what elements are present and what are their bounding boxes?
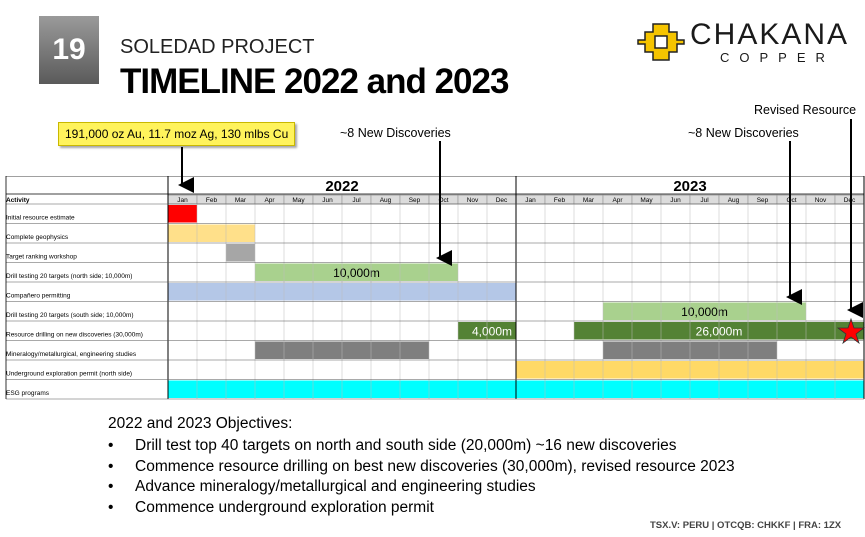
month-label: Nov bbox=[466, 197, 479, 204]
month-label: Dec bbox=[843, 197, 856, 204]
activity-label: Target ranking workshop bbox=[6, 253, 77, 261]
logo-subtitle: COPPER bbox=[720, 50, 835, 65]
bar-label: 4,000m bbox=[471, 324, 512, 339]
month-label: Mar bbox=[582, 197, 595, 204]
objective-item: • Advance mineralogy/metallurgical and engineering studies bbox=[108, 477, 735, 498]
month-label: Oct bbox=[438, 197, 449, 204]
month-label: Sep bbox=[408, 197, 421, 204]
month-label: Dec bbox=[495, 197, 508, 204]
month-label: Aug bbox=[727, 197, 740, 204]
activity-label: Underground exploration permit (north side) bbox=[6, 370, 133, 378]
activity-label: Complete geophysics bbox=[6, 234, 69, 241]
month-label: Jan bbox=[525, 197, 536, 204]
objective-item: • Commence underground exploration permit bbox=[108, 498, 735, 519]
month-label: Nov bbox=[814, 197, 827, 204]
month-label: Jun bbox=[670, 197, 681, 204]
year-label: 2022 bbox=[325, 178, 359, 195]
month-label: Aug bbox=[379, 197, 392, 204]
month-label: Apr bbox=[264, 197, 275, 204]
month-label: Jul bbox=[700, 197, 709, 204]
month-label: Jul bbox=[352, 197, 361, 204]
revised-resource-star-icon bbox=[838, 319, 864, 343]
activity-label: ESG programs bbox=[6, 390, 49, 397]
month-label: Apr bbox=[612, 197, 623, 204]
discoveries-2023-callout: ~8 New Discoveries bbox=[688, 126, 799, 140]
bar-label: 10,000m bbox=[333, 266, 380, 280]
month-label: Jun bbox=[322, 197, 333, 204]
month-label: May bbox=[640, 197, 653, 204]
activity-label: Initial resource estimate bbox=[6, 214, 75, 222]
month-label: Jan bbox=[177, 197, 188, 204]
month-label: Feb bbox=[553, 197, 566, 204]
objective-item: • Commence resource drilling on best new discoveries (30,000m), revised resource 2023 bbox=[108, 457, 735, 478]
resource-callout: 191,000 oz Au, 11.7 moz Ag, 130 mlbs Cu bbox=[58, 122, 295, 146]
bar-label: 26,000m bbox=[695, 324, 743, 339]
objective-item: • Drill test top 40 targets on north and south side (20,000m) ~16 new discoveries bbox=[108, 436, 735, 457]
month-label: Mar bbox=[234, 197, 247, 204]
activity-label: Drill testing 20 targets (south side; 10,000m) bbox=[6, 312, 134, 319]
activity-label: Drill testing 20 targets (north side; 10,000m) bbox=[6, 273, 133, 280]
project-name: SOLEDAD PROJECT bbox=[120, 36, 315, 58]
revised-resource-callout: Revised Resource bbox=[754, 103, 857, 117]
ticker-footer: TSX.V: PERU | OTCQB: CHKKF | FRA: 1ZX bbox=[650, 520, 842, 531]
activity-header: Activity bbox=[6, 197, 30, 204]
activity-label: Compañero permitting bbox=[6, 292, 71, 300]
year-label: 2023 bbox=[673, 178, 707, 195]
month-label: Oct bbox=[786, 197, 797, 204]
page-title: TIMELINE 2022 and 2023 bbox=[120, 62, 509, 101]
bar-label: 10,000m bbox=[681, 305, 728, 319]
discoveries-2022-callout: ~8 New Discoveries bbox=[340, 126, 451, 140]
activity-label: Mineralogy/metallurgical, engineering studies bbox=[6, 351, 137, 358]
objectives-heading: 2022 and 2023 Objectives: bbox=[108, 415, 293, 432]
logo-wordmark: CHAKANA bbox=[690, 18, 850, 51]
slide-number: 19 bbox=[39, 16, 99, 84]
objectives-section bbox=[108, 415, 735, 518]
month-label: Sep bbox=[756, 197, 769, 204]
month-label: May bbox=[292, 197, 305, 204]
objectives-list bbox=[108, 436, 735, 518]
month-label: Feb bbox=[205, 197, 218, 204]
activity-label: Resource drilling on new discoveries (30,000m) bbox=[6, 331, 143, 339]
